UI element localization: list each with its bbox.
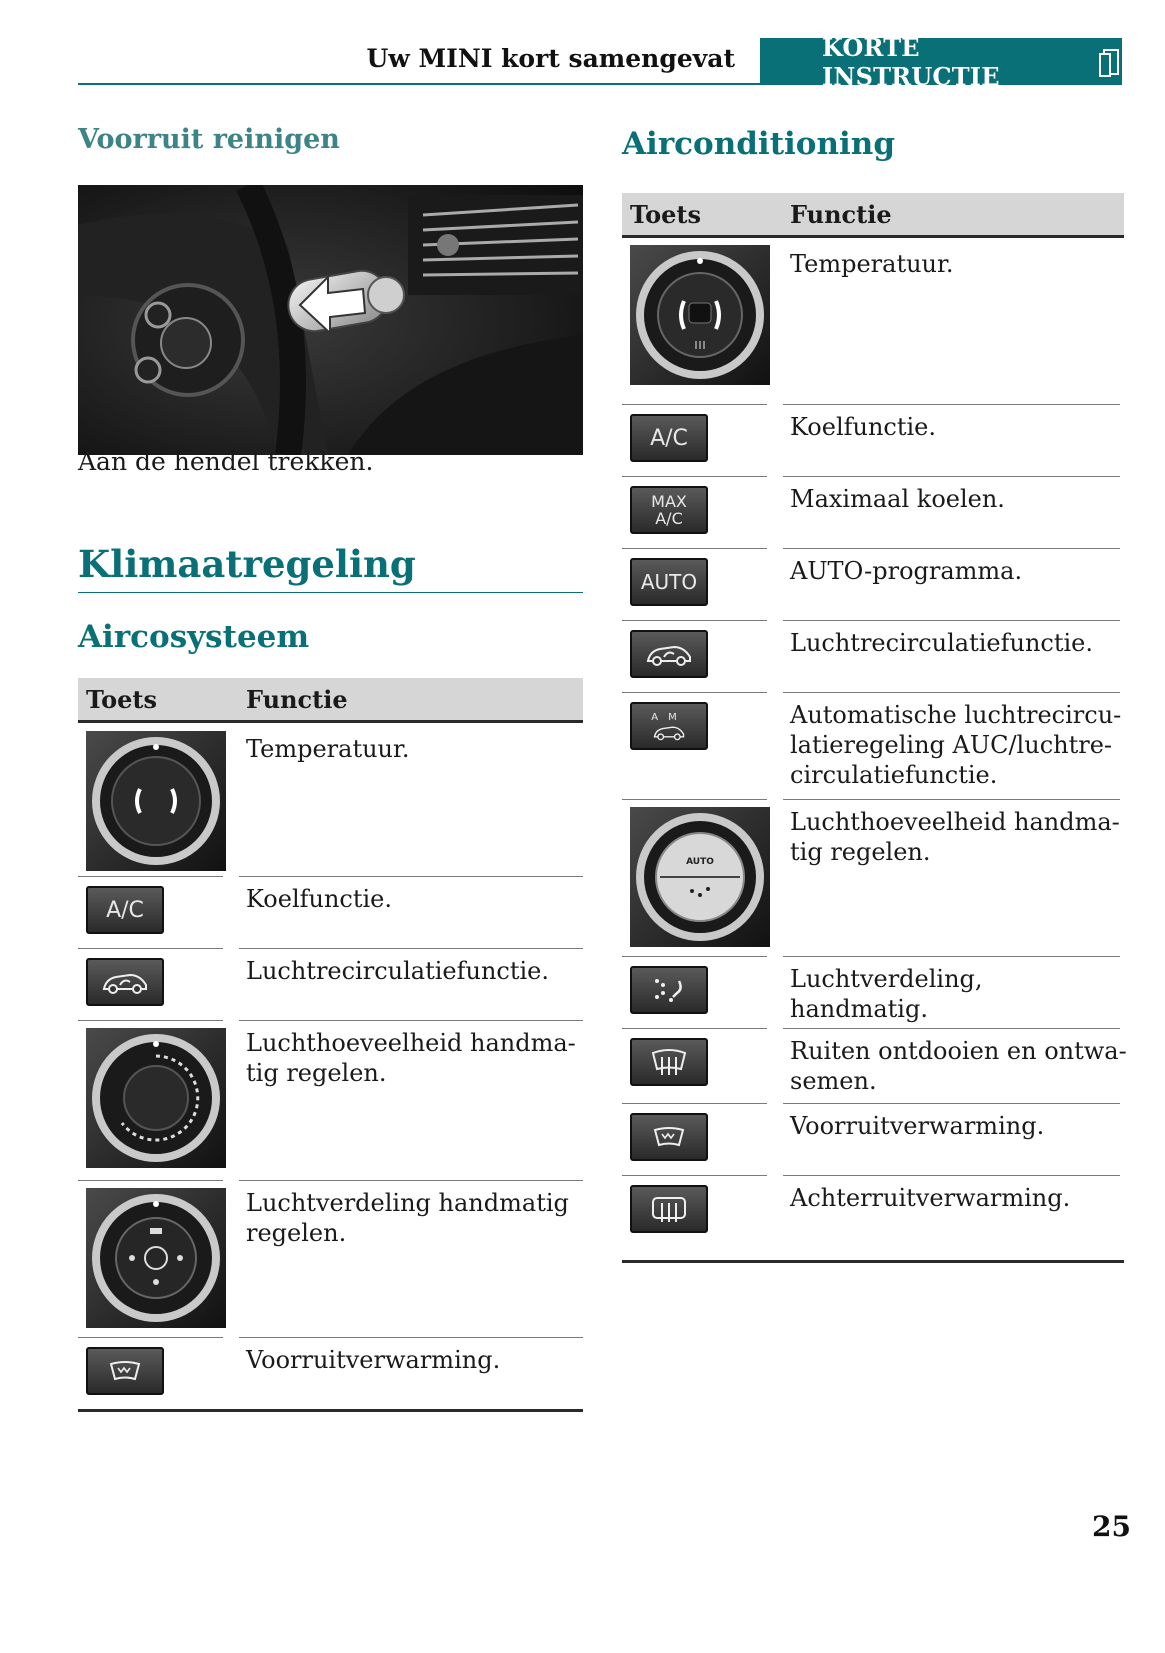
- airconditioning-table: [622, 193, 1127, 1273]
- function-text: Maximaal koelen.: [790, 485, 1005, 513]
- table-row: [78, 948, 583, 1020]
- table-row: [622, 956, 1124, 1028]
- fan-speed-knob-icon: [86, 1028, 226, 1168]
- defrost-icon: [630, 1038, 708, 1086]
- ac-button: A/C: [630, 414, 708, 462]
- washer-heading: Voorruit reinigen: [78, 124, 340, 155]
- auto-button: AUTO: [630, 558, 708, 606]
- table-header: [78, 678, 583, 723]
- ac-button: A/C: [86, 886, 164, 934]
- function-text: AUTO-programma.: [790, 557, 1023, 585]
- air-distribution-icon: [630, 966, 708, 1014]
- washer-caption: Aan de hendel trekken.: [78, 447, 374, 476]
- function-text: Luchtverdeling, handmatig.: [790, 965, 983, 1023]
- aircosysteem-heading: Aircosysteem: [78, 619, 310, 655]
- auto-knob-label: AUTO: [686, 857, 714, 867]
- windshield-heating-icon: [86, 1347, 164, 1395]
- table-row: [78, 876, 583, 948]
- function-text: Automatische luchtrecircu- latieregeling AUC/luchtre- circulatiefunctie.: [790, 701, 1122, 789]
- climate-heading: Klimaatregeling: [78, 542, 416, 586]
- max-ac-button: [630, 486, 708, 534]
- table-row: [622, 476, 1124, 548]
- table-row: [622, 1028, 1127, 1103]
- function-text: Luchtrecirculatiefunctie.: [246, 957, 549, 985]
- function-text: Temperatuur.: [790, 250, 954, 278]
- auc-car-icon: [651, 723, 687, 741]
- book-icon: [1098, 48, 1122, 76]
- climate-rule: [78, 592, 583, 593]
- table-row: [622, 404, 1124, 476]
- function-text: Luchtrecirculatiefunctie.: [790, 629, 1093, 657]
- max-label: MAX: [651, 492, 687, 511]
- airconditioning-heading: Airconditioning: [622, 126, 896, 162]
- wiper-stalk-photo: [78, 185, 583, 455]
- chapter-title: KORTE INSTRUCTIE: [822, 32, 1000, 91]
- table-row: [622, 620, 1124, 692]
- page-number: 25: [1092, 1510, 1131, 1543]
- recirculation-icon: [86, 958, 164, 1006]
- function-text: Luchthoeveelheid handma- tig regelen.: [790, 808, 1120, 866]
- rear-window-heating-icon: [630, 1185, 708, 1233]
- table-row: [622, 1175, 1124, 1247]
- auc-a-label: A: [651, 711, 669, 723]
- col-header-function: Functie: [790, 200, 892, 229]
- fan-speed-auto-knob-icon: [630, 807, 770, 947]
- air-distribution-knob-icon: [86, 1188, 226, 1328]
- max-ac-label: A/C: [655, 509, 683, 528]
- temperature-knob-icon: [630, 245, 770, 385]
- function-text: Luchthoeveelheid handma- tig regelen.: [246, 1029, 576, 1087]
- function-text: Voorruitverwarming.: [246, 1346, 501, 1374]
- table-row: [622, 799, 1124, 956]
- col-header-key: Toets: [86, 685, 157, 714]
- windshield-heating-icon: [630, 1113, 708, 1161]
- auc-button: [630, 702, 708, 750]
- function-text: Luchtverdeling handmatig regelen.: [246, 1189, 569, 1247]
- function-text: Voorruitverwarming.: [790, 1112, 1045, 1140]
- temperature-knob-icon: [86, 731, 226, 871]
- table-row: [78, 1020, 583, 1180]
- function-text: Achterruitverwarming.: [790, 1184, 1071, 1212]
- table-row: [622, 692, 1124, 799]
- table-row: [78, 1337, 583, 1409]
- recirculation-icon: [630, 630, 708, 678]
- auc-labels: [651, 712, 686, 723]
- table-row: [78, 1180, 583, 1337]
- function-text: Koelfunctie.: [790, 413, 937, 441]
- table-row: [622, 1103, 1124, 1175]
- table-header: [622, 193, 1124, 238]
- chapter-tab: [760, 32, 1122, 91]
- function-text: Ruiten ontdooien en ontwa- semen.: [790, 1037, 1127, 1095]
- running-header-section: Uw MINI kort samengevat: [366, 44, 735, 73]
- function-text: Temperatuur.: [246, 735, 410, 763]
- col-header-function: Functie: [246, 685, 348, 714]
- col-header-key: Toets: [630, 200, 701, 229]
- table-row: [622, 241, 1124, 404]
- function-text: Koelfunctie.: [246, 885, 393, 913]
- table-row: [622, 548, 1124, 620]
- table-row: [78, 726, 583, 876]
- auc-m-label: M: [668, 711, 687, 723]
- aircosysteem-table: [78, 678, 583, 1413]
- header-rule: [78, 83, 762, 85]
